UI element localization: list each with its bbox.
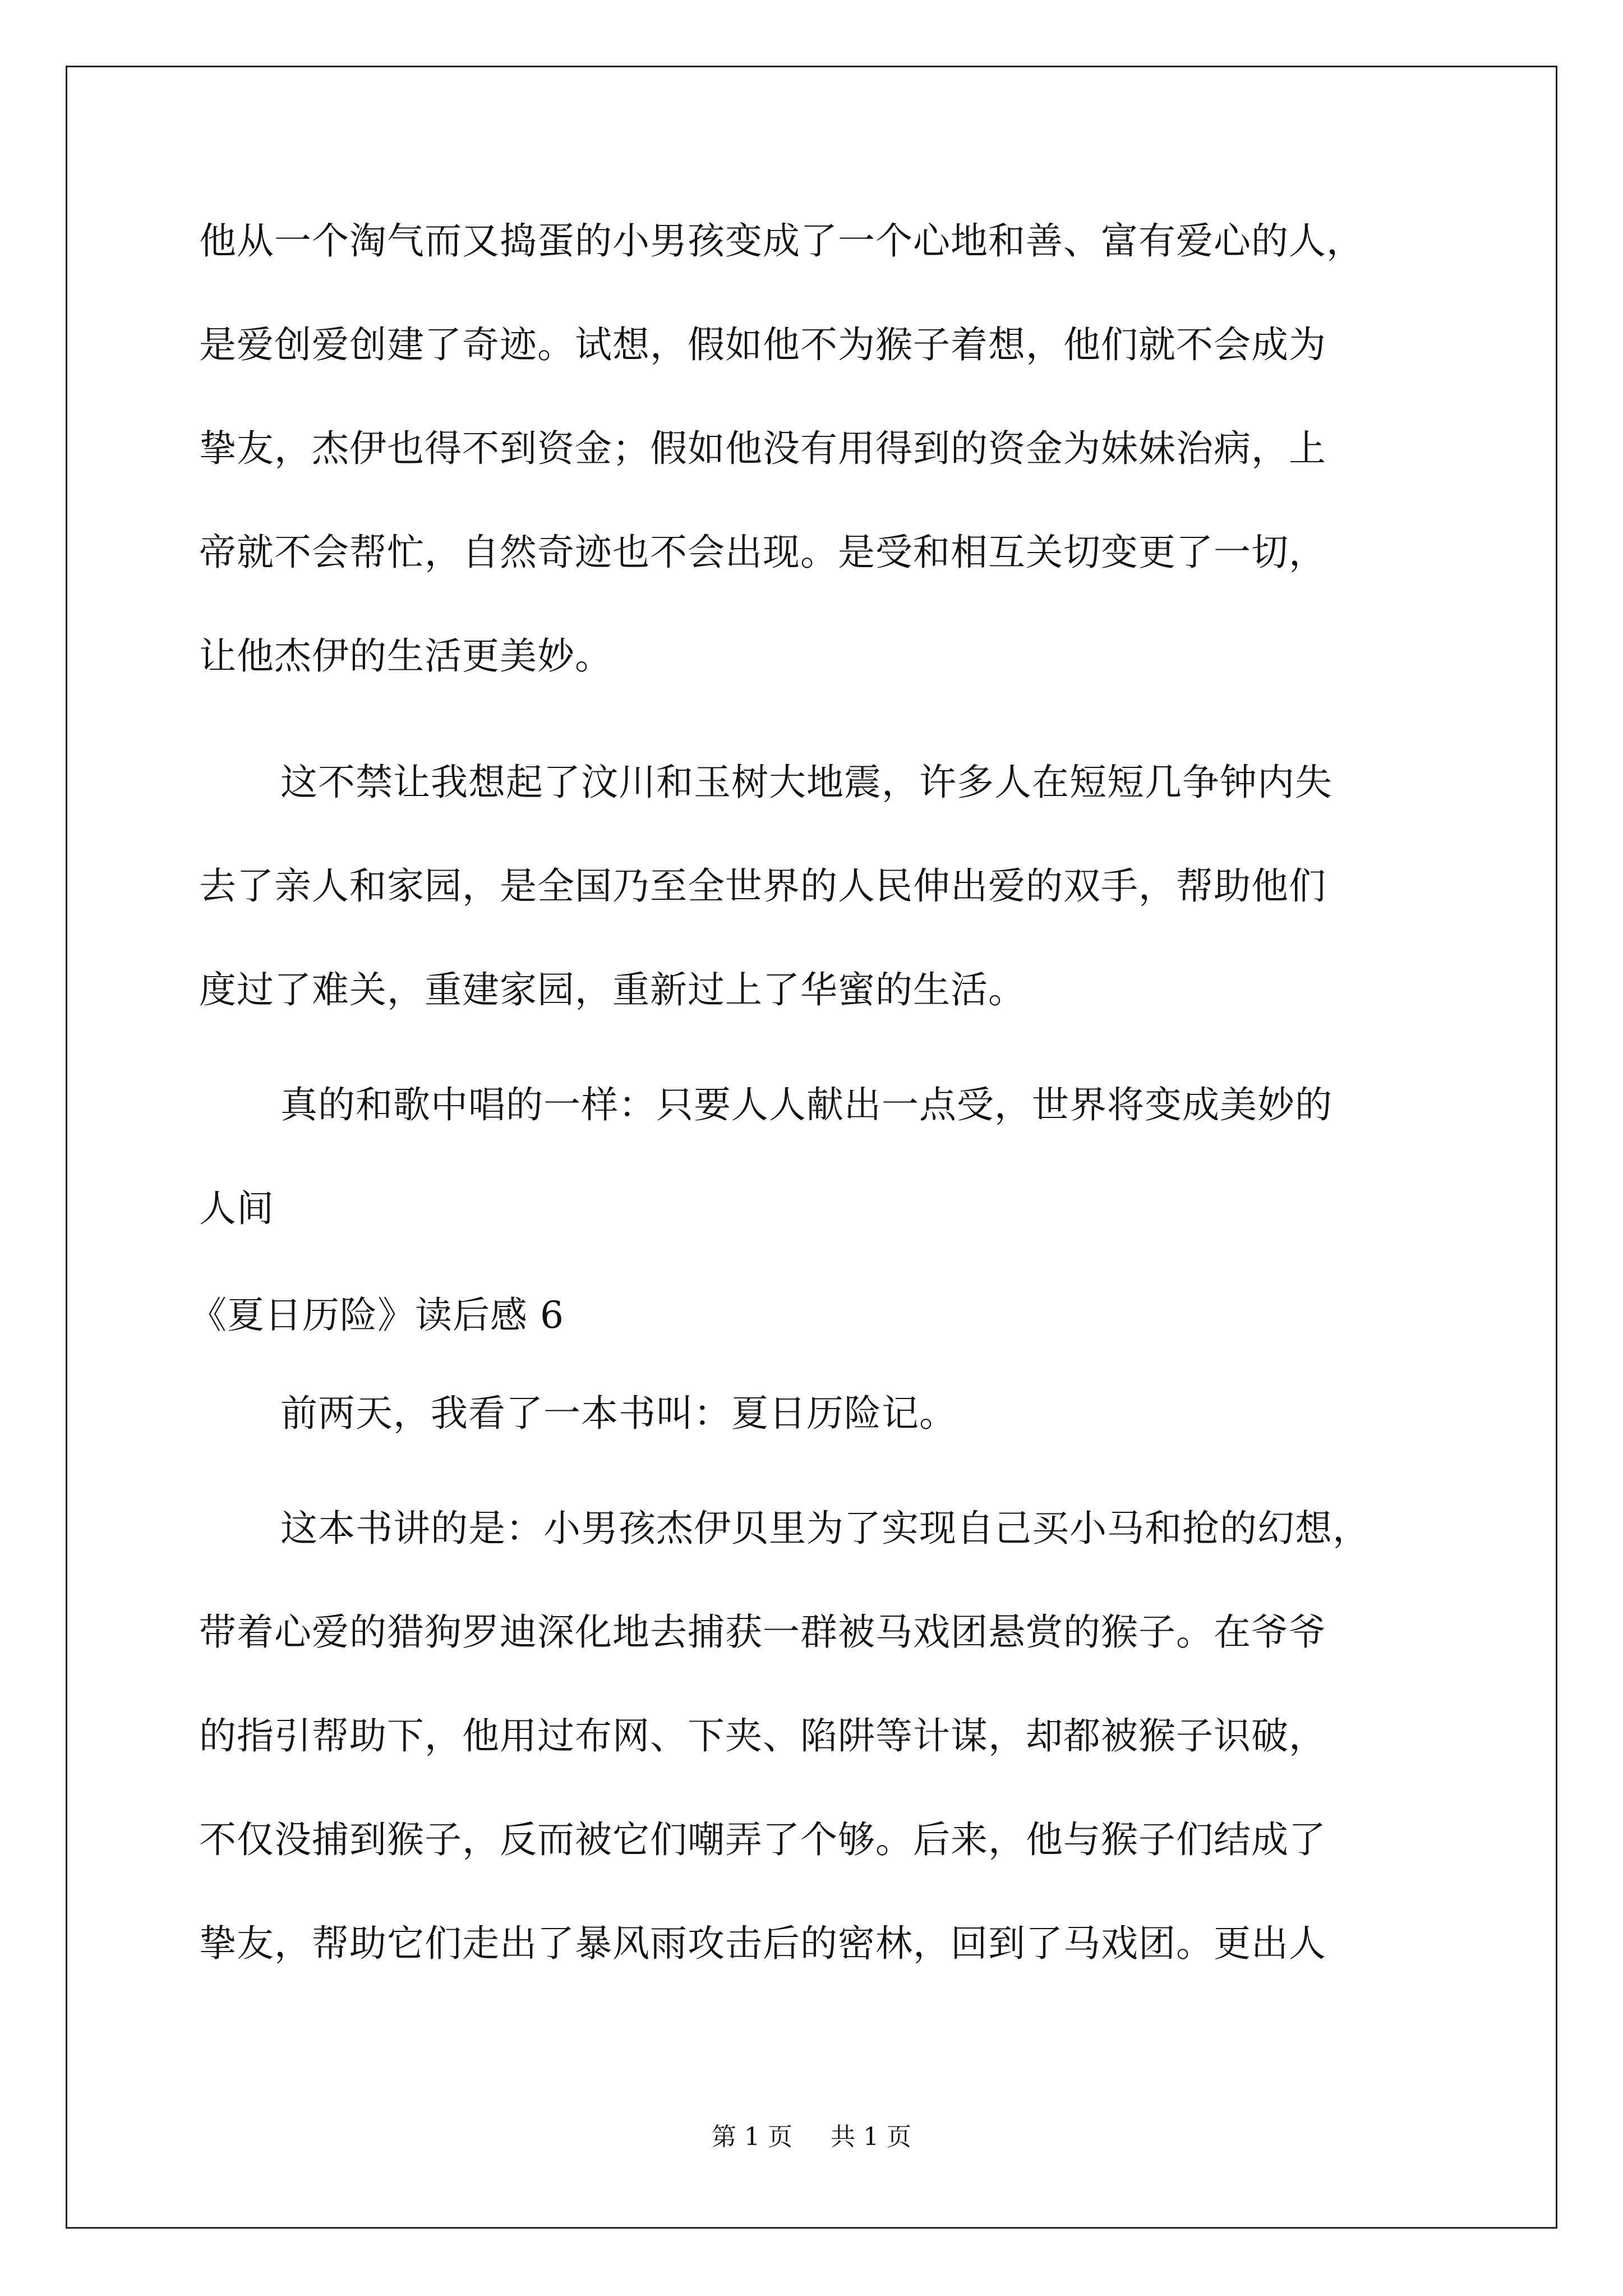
paragraph-line: 帝就不会帮忙，自然奇迹也不会出现。是受和相互关切变更了一切， [199,531,1326,574]
paragraph-line: 这不禁让我想起了汶川和玉树大地震，许多人在短短几争钟内失 [280,761,1332,804]
page-border [66,66,1557,2229]
paragraph-line: 是爱创爱创建了奇迹。试想，假如他不为猴子着想，他们就不会成为 [199,323,1326,366]
paragraph-line: 去了亲人和家园，是全国乃至全世界的人民伸出爱的双手，帮助他们 [199,864,1326,908]
paragraph-line: 真的和歌中唱的一样：只要人人献出一点受，世界将变成美妙的 [280,1083,1332,1126]
page-total: 共 1 页 [831,2123,911,2151]
paragraph-line: 不仅没捕到猴子，反而被它们嘲弄了个够。后来，他与猴子们结成了 [199,1818,1326,1861]
paragraph-line: 带着心爱的猎狗罗迪深化地去捕获一群被马戏团悬赏的猴子。在爷爷 [199,1611,1326,1654]
page-footer [0,2120,1623,2154]
paragraph-line: 的指引帮助下，他用过布网、下夹、陷阱等计谋，却都被猴子识破， [199,1714,1326,1757]
paragraph-line: 度过了难关，重建家园，重新过上了华蜜的生活。 [199,968,1026,1011]
paragraph-line: 让他杰伊的生活更美妙。 [199,634,612,678]
page-number: 第 1 页 [712,2123,792,2151]
paragraph-line: 这本书讲的是：小男孩杰伊贝里为了实现自己买小马和抢的幻想， [280,1507,1370,1550]
paragraph-line: 挚友，帮助它们走出了暴风雨攻击后的密林，回到了马戏团。更出人 [199,1922,1326,1965]
paragraph-line: 挚友，杰伊也得不到资金；假如他没有用得到的资金为妹妹治病，上 [199,427,1326,470]
paragraph-line: 前两天，我看了一本书叫：夏日历险记。 [280,1392,957,1435]
paragraph-line: 他从一个淘气而又捣蛋的小男孩变成了一个心地和善、富有爱心的人， [199,219,1364,263]
section-heading: 《夏日历险》读后感 6 [190,1294,564,1337]
paragraph-line: 人间 [199,1187,274,1230]
